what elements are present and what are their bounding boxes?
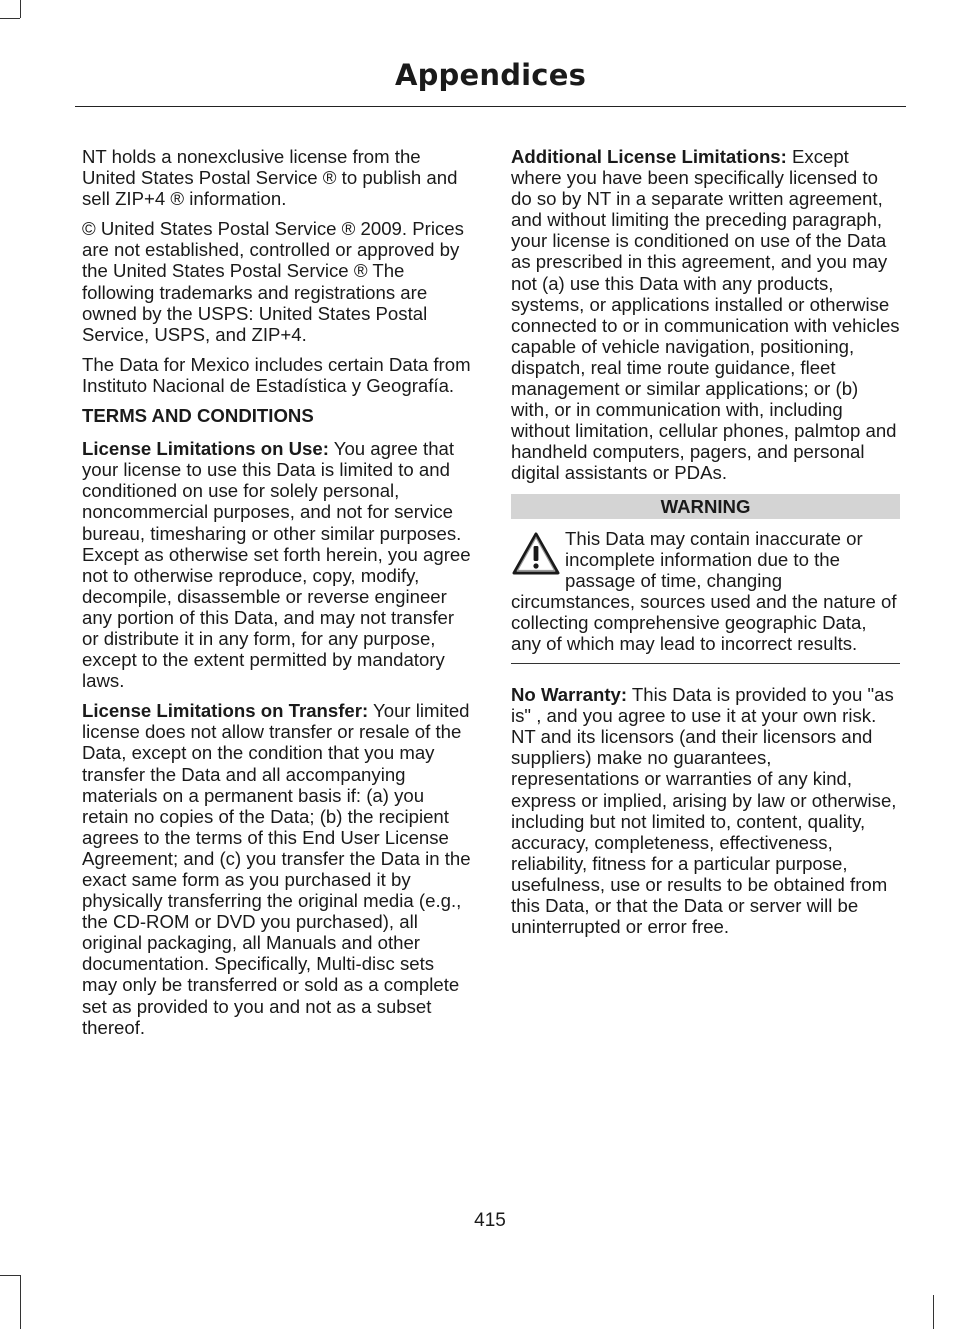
paragraph-license-transfer	[82, 700, 472, 1038]
crop-mark-bottom-right-v	[933, 1295, 934, 1329]
crop-mark-bottom-left-v	[20, 1275, 21, 1329]
right-column	[511, 146, 900, 946]
paragraph-usps-copyright: © United States Postal Service ® 2009. Prices are not established, controlled or approved by the United States Postal Service ® The following trademarks and registrations are owned by the USPS: United States Postal Service, USPS, and ZIP+4.	[82, 218, 464, 345]
warning-header: WARNING	[511, 494, 900, 519]
label-no-warranty: No Warranty:	[511, 684, 628, 706]
warning-box	[511, 528, 900, 655]
text-no-warranty: This Data is provided to you "as is" , and you agree to use it at your own risk. NT and its licensors (and their licensors and suppliers) make no guarantees, representations or warranties of any kind, express or implied, arising by law or otherwise, including but not limited to, content, quality, accuracy, completeness, effectiveness, reliability, fitness for a particular purpose, usefulness, use or results to be obtained from this Data, or that the Data or server will be uninterrupted or error free.	[511, 684, 897, 938]
header-divider	[75, 106, 906, 107]
warning-divider	[511, 663, 900, 664]
page-title: Appendices	[394, 58, 587, 92]
warning-text: This Data may contain inaccurate or incomplete information due to the passage of time, changing circumstances, sources used and the nature of collecting comprehensive geographic Data, any of which may lead to incorrect results.	[511, 527, 897, 654]
label-license-transfer: License Limitations on Transfer:	[82, 700, 369, 722]
paragraph-usps-license: NT holds a nonexclusive license from the United States Postal Service ® to publish and sell ZIP+4 ® information.	[82, 146, 458, 210]
text-license-use: You agree that your license to use this Data is limited to and conditioned on use for solely personal, noncommercial purposes, and not for service bureau, timesharing or other similar purposes. Except as otherwise set forth herein, you agree not to otherwise reproduce, copy, modify, decompile, disassemble or reverse engineer any portion of this Data, and may not transfer or distribute it in any form, for any purpose, except to the extent permitted by mandatory laws.	[82, 438, 471, 692]
crop-mark-bottom-left-h	[0, 1275, 20, 1276]
label-license-use: License Limitations on Use:	[82, 438, 329, 460]
paragraph-mexico-data: The Data for Mexico includes certain Data from Instituto Nacional de Estadística y Geografía.	[82, 353, 471, 396]
page-number: 415	[474, 1210, 506, 1231]
text-license-transfer: Your limited license does not allow transfer or resale of the Data, except on the condition that you may transfer the Data and all accompanying materials on a permanent basis if: (a) you retain no copies of the Data; (b) the recipient agrees to the terms of this End User License Agreement; and (c) you transfer the Data in the exact same form as you purchased it by physically transferring the original media (e.g., the CD-ROM or DVD you purchased), all original packaging, all Manuals and other documentation. Specifically, Multi-disc sets may only be transferred or sold as a complete set as provided to you and not as a subset thereof.	[82, 700, 471, 1038]
warning-triangle-icon	[511, 531, 561, 577]
crop-mark-top-left-v	[20, 0, 21, 18]
paragraph-license-use	[82, 438, 472, 691]
label-additional-limitations: Additional License Limitations:	[511, 146, 787, 167]
left-column	[82, 146, 472, 1047]
text-additional-limitations: Except where you have been specifically licensed to do so by NT in a separate written agreement, and without limiting the preceding paragraph, your license is conditioned on use of the Data as prescribed in this agreement, and you may not (a) use this Data with any products, systems, or applications installed or otherwise connected to or in communication with vehicles capable of vehicle navigation, positioning, dispatch, real time route guidance, fleet management or similar applications; or (b) with, or in communication with, including without limitation, cellular phones, palmtop and handheld computers, pagers, and personal digital assistants or PDAs.	[511, 146, 900, 484]
section-heading-terms: TERMS AND CONDITIONS	[82, 405, 314, 427]
paragraph-no-warranty	[511, 684, 900, 937]
crop-mark-top-left-h	[0, 18, 20, 19]
paragraph-additional-limitations	[511, 146, 900, 484]
